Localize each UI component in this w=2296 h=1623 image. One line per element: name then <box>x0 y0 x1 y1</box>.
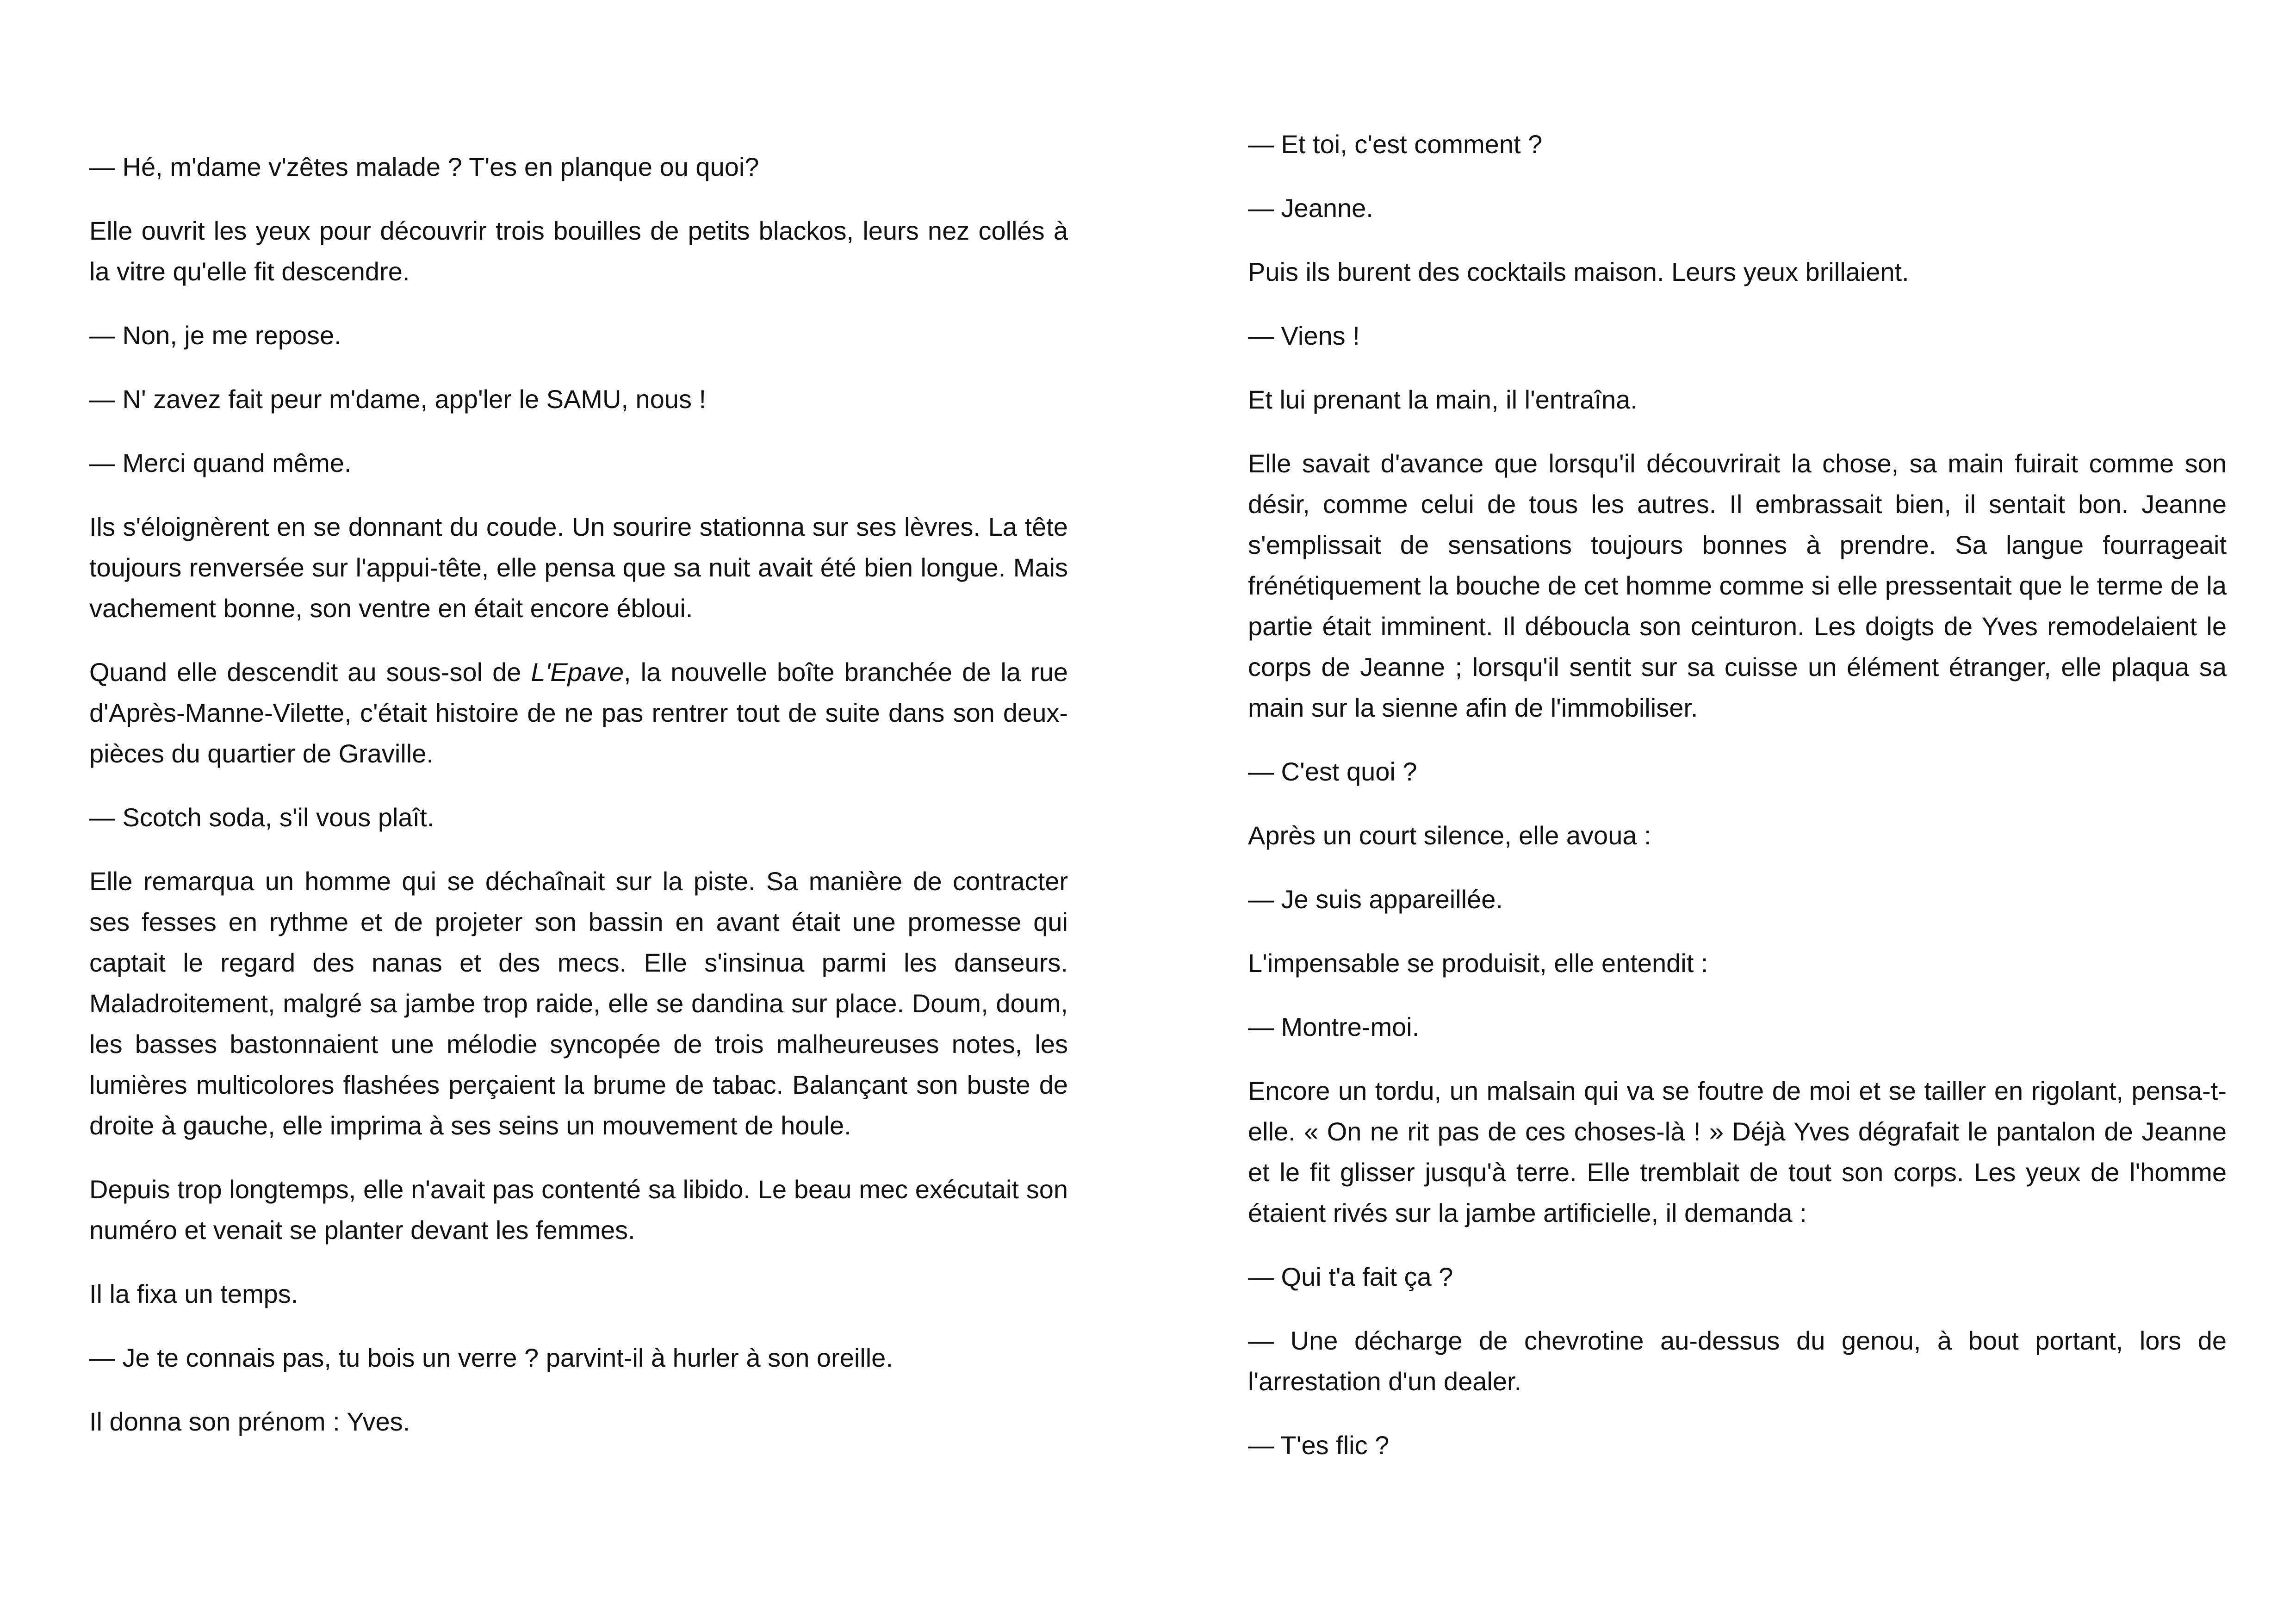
paragraph: Elle ouvrit les yeux pour découvrir trois bouilles de petits blackos, leurs nez collés à la vitre qu'elle fit descendre. <box>89 216 1068 286</box>
paragraph: — Et toi, c'est comment ? <box>1248 130 1543 159</box>
paragraph: Elle savait d'avance que lorsqu'il découvrirait la chose, sa main fuirait comme son désir, comme celui de tous les autres. Il embrassait bien, il sentait bon. Jeanne s'emplissait de sensations toujours bonnes à prendre. Sa langue fourrageait frénétiquement la bouche de cet homme comme si elle pressentait que le terme de la partie était imminent. Il déboucla son ceinturon. Les doigts de Yves remodelaient le corps de Jeanne ; lorsqu'il sentit sur sa cuisse un élément étranger, elle plaqua sa main sur la sienne afin de l'immobiliser. <box>1248 449 2227 722</box>
paragraph-text: , la nouvelle boîte branchée de la rue d'Après-Manne-Vilette, c'était histoire de ne pas rentrer tout de suite dans son deux-pièces du quartier de Graville. <box>89 657 1068 768</box>
paragraph: — N' zavez fait peur m'dame, app'ler le SAMU, nous ! <box>89 384 707 414</box>
paragraph: Il la fixa un temps. <box>89 1279 298 1308</box>
paragraph: Après un court silence, elle avoua : <box>1248 821 1651 850</box>
paragraph: — Jeanne. <box>1248 193 1373 223</box>
paragraph: — Non, je me repose. <box>89 321 341 350</box>
paragraph: L'impensable se produisit, elle entendit : <box>1248 948 1708 978</box>
paragraph: — Je te connais pas, tu bois un verre ? parvint-il à hurler à son oreille. <box>89 1343 893 1372</box>
paragraph: Et lui prenant la main, il l'entraîna. <box>1248 385 1638 414</box>
paragraph: Encore un tordu, un malsain qui va se foutre de moi et se tailler en rigolant, pensa-t-elle. « On ne rit pas de ces choses-là ! » Déjà Yves dégrafait le pantalon de Jeanne et le fit glisser jusqu'à terre. Elle tremblait de tout son corps. Les yeux de l'homme étaient rivés sur la jambe artificielle, il demanda : <box>1248 1076 2227 1227</box>
paragraph: — Hé, m'dame v'zêtes malade ? T'es en planque ou quoi? <box>89 152 759 181</box>
paragraph: — Je suis appareillée. <box>1248 885 1503 914</box>
paragraph: Puis ils burent des cocktails maison. Leurs yeux brillaient. <box>1248 257 1909 286</box>
paragraph: Ils s'éloignèrent en se donnant du coude. Un sourire stationna sur ses lèvres. La tête toujours renversée sur l'appui-tête, elle pensa que sa nuit avait été bien longue. Mais vachement bonne, son ventre en était encore ébloui. <box>89 512 1068 623</box>
paragraph: — C'est quoi ? <box>1248 757 1417 786</box>
paragraph: Depuis trop longtemps, elle n'avait pas contenté sa libido. Le beau mec exécutait son numéro et venait se planter devant les femmes. <box>89 1175 1068 1245</box>
paragraph: — Scotch soda, s'il vous plaît. <box>89 803 434 832</box>
paragraph: — Viens ! <box>1248 321 1360 350</box>
paragraph: — Montre-moi. <box>1248 1012 1420 1041</box>
paragraph: Il donna son prénom : Yves. <box>89 1407 410 1436</box>
paragraph: — Merci quand même. <box>89 448 352 477</box>
paragraph <box>89 652 1068 774</box>
club-name-italic: L'Epave <box>531 657 624 687</box>
left-text-column <box>89 147 1068 1465</box>
right-text-column <box>1248 124 2227 1489</box>
paragraph: Elle remarqua un homme qui se déchaînait sur la piste. Sa manière de contracter ses fesses en rythme et de projeter son bassin en avant était une promesse qui captait le regard des nanas et des mecs. Elle s'insinua parmi les danseurs. Maladroitement, malgré sa jambe trop raide, elle se dandina sur place. Doum, doum, les basses bastonnaient une mélodie syncopée de trois malheureuses notes, les lumières multicolores flashées perçaient la brume de tabac. Balançant son buste de droite à gauche, elle imprima à ses seins un mouvement de houle. <box>89 867 1068 1140</box>
paragraph: — Une décharge de chevrotine au-dessus du genou, à bout portant, lors de l'arrestation d'un dealer. <box>1248 1326 2227 1396</box>
paragraph: — Qui t'a fait ça ? <box>1248 1262 1453 1291</box>
paragraph-text: Quand elle descendit au sous-sol de <box>89 657 531 687</box>
paragraph: — T'es flic ? <box>1248 1431 1390 1460</box>
